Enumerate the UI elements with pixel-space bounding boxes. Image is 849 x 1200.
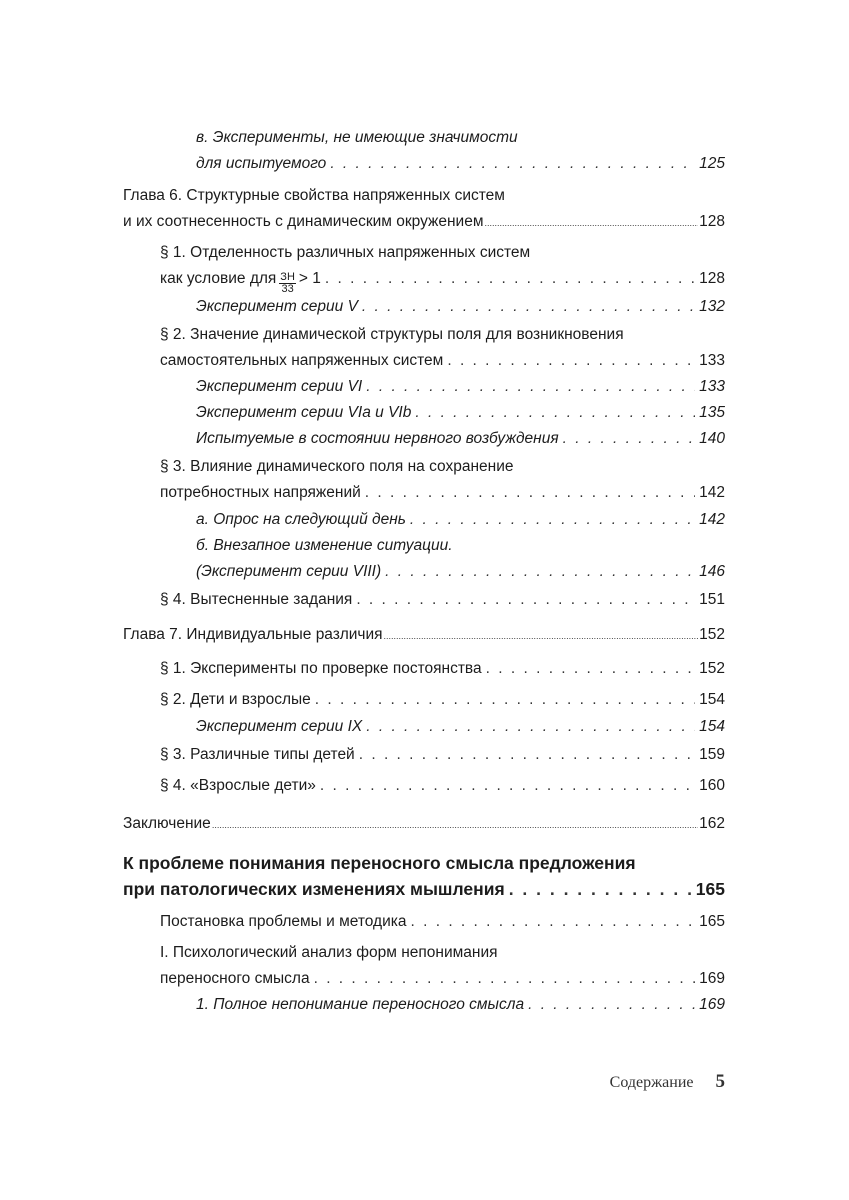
fraction-numerator: ЗН xyxy=(280,271,295,283)
dot-leader xyxy=(362,297,695,317)
dot-leader xyxy=(325,269,695,289)
toc-entry xyxy=(160,690,725,716)
page-number: 151 xyxy=(699,591,725,608)
entry-title-line: б. Внезапное изменение ситуации. xyxy=(196,537,453,554)
toc-entry xyxy=(160,590,725,616)
page-number: 140 xyxy=(699,430,725,447)
page-number: 160 xyxy=(699,777,725,794)
page-number-footer: 5 xyxy=(715,1071,725,1092)
toc-entry xyxy=(196,429,725,455)
toc-line xyxy=(123,625,725,651)
entry-title-line: а. Опрос на следующий день xyxy=(196,511,406,528)
entry-title-line: Постановка проблемы и методика xyxy=(160,913,407,930)
inequality: > 1 xyxy=(298,270,321,287)
toc-entry xyxy=(196,377,725,403)
toc-line xyxy=(196,536,725,562)
toc-entry xyxy=(196,995,725,1021)
toc-entry xyxy=(196,403,725,429)
toc-line xyxy=(196,562,725,588)
dot-leader xyxy=(365,483,695,503)
toc-line xyxy=(160,351,725,377)
toc-entry xyxy=(160,659,725,685)
dot-leader xyxy=(356,590,695,610)
fraction xyxy=(279,272,296,295)
toc-line xyxy=(123,853,725,879)
entry-title-line: § 4. «Взрослые дети» xyxy=(160,777,316,794)
fraction-denominator: 33 xyxy=(281,283,294,295)
toc-line xyxy=(196,717,725,743)
entry-title-line: § 1. Отделенность различных напряженных систем xyxy=(160,244,531,261)
toc-entry xyxy=(196,297,725,323)
dot-leader xyxy=(366,717,695,737)
page-number: 169 xyxy=(699,996,725,1013)
toc-line xyxy=(123,212,725,238)
toc-line xyxy=(123,186,725,212)
dot-leader xyxy=(410,510,695,530)
dot-leader xyxy=(330,154,695,174)
toc-line xyxy=(160,912,725,938)
dot-leader xyxy=(410,912,695,932)
page-number: 152 xyxy=(699,626,725,643)
toc-line xyxy=(160,457,725,483)
toc-line xyxy=(160,659,725,685)
toc-line xyxy=(160,269,725,295)
entry-title-line: потребностных напряжений xyxy=(160,484,361,501)
entry-title-line: переносного смысла xyxy=(160,970,310,987)
entry-title-line: § 2. Значение динамической структуры поля для возникновения xyxy=(160,326,624,343)
page-number: 146 xyxy=(699,563,725,580)
entry-title-line: 1. Полное непонимание переносного смысла xyxy=(196,996,525,1013)
toc-line xyxy=(160,943,725,969)
toc-line xyxy=(160,325,725,351)
entry-title-line: I. Психологический анализ форм непонимания xyxy=(160,944,498,961)
toc-line xyxy=(123,814,725,840)
page-number: 128 xyxy=(699,270,725,287)
dot-leader xyxy=(484,213,698,233)
dot-leader xyxy=(314,969,696,989)
toc-entry xyxy=(123,625,725,651)
toc-line xyxy=(196,377,725,403)
entry-title-line: К проблеме понимания переносного смысла предложения xyxy=(123,853,636,873)
page-number: 165 xyxy=(699,913,725,930)
toc-entry xyxy=(160,912,725,938)
page-number: 125 xyxy=(699,155,725,172)
entry-title-line: Глава 6. Структурные свойства напряженных систем xyxy=(123,187,505,204)
entry-title-line: Глава 7. Индивидуальные различия xyxy=(123,626,383,643)
toc-entry xyxy=(123,814,725,840)
toc-line xyxy=(196,128,725,154)
toc-line xyxy=(196,510,725,536)
page-number: 133 xyxy=(699,352,725,369)
toc-line xyxy=(196,995,725,1021)
entry-title-line: самостоятельных напряженных систем xyxy=(160,352,444,369)
entry-title-line: Эксперимент серии IX xyxy=(196,718,363,735)
toc-line xyxy=(196,297,725,323)
page-number: 159 xyxy=(699,746,725,763)
toc-line xyxy=(160,969,725,995)
entry-title-line: § 3. Влияние динамического поля на сохранение xyxy=(160,458,514,475)
toc-entry xyxy=(123,186,725,238)
dot-leader xyxy=(486,659,696,679)
page-number: 169 xyxy=(699,970,725,987)
toc-line xyxy=(160,745,725,771)
dot-leader xyxy=(315,690,695,710)
toc-entry xyxy=(196,510,725,536)
page-number: 142 xyxy=(699,484,725,501)
page-number: 152 xyxy=(699,660,725,677)
page-number: 154 xyxy=(699,691,725,708)
entry-title-line: § 4. Вытесненные задания xyxy=(160,591,353,608)
toc-entry xyxy=(160,325,725,377)
page-footer xyxy=(520,1071,725,1093)
page-number: 142 xyxy=(699,511,725,528)
toc-entry xyxy=(160,457,725,509)
toc-line xyxy=(196,154,725,180)
dot-leader xyxy=(385,562,695,582)
toc-line xyxy=(123,879,725,905)
toc-section-heading xyxy=(123,853,725,905)
entry-title-line: (Эксперимент серии VIII) xyxy=(196,563,382,580)
dot-leader xyxy=(447,351,695,371)
toc-line xyxy=(160,483,725,509)
entry-title-line: Испытуемые в состоянии нервного возбуждения xyxy=(196,430,559,447)
entry-title-line: Эксперимент серии V xyxy=(196,298,358,315)
dot-leader xyxy=(415,403,695,423)
page-number: 165 xyxy=(695,879,725,899)
entry-title-line: § 2. Дети и взрослые xyxy=(160,691,311,708)
page-number: 162 xyxy=(699,815,725,832)
page-number: 132 xyxy=(699,298,725,315)
entry-title-line: § 3. Различные типы детей xyxy=(160,746,355,763)
page-number: 135 xyxy=(699,404,725,421)
entry-title-line: и их соотнесенность с динамическим окружением xyxy=(123,213,484,230)
toc-line xyxy=(196,429,725,455)
toc-entry xyxy=(196,536,725,588)
dot-leader xyxy=(509,879,692,899)
dot-leader xyxy=(320,776,695,796)
toc-line xyxy=(160,590,725,616)
dot-leader xyxy=(384,626,699,646)
dot-leader xyxy=(528,995,695,1015)
toc-entry xyxy=(160,745,725,771)
toc-entry xyxy=(160,243,725,295)
entry-title-line: как условие для xyxy=(160,270,277,287)
page-number: 133 xyxy=(699,378,725,395)
dot-leader xyxy=(563,429,696,449)
entry-title-line: при патологических изменениях мышления xyxy=(123,879,505,899)
entry-title-line: § 1. Эксперименты по проверке постоянства xyxy=(160,660,482,677)
entry-title-line: Эксперимент серии VI xyxy=(196,378,363,395)
dot-leader xyxy=(366,377,695,397)
page-number: 154 xyxy=(699,718,725,735)
page-number: 128 xyxy=(699,213,725,230)
entry-title-line: для испытуемого xyxy=(196,155,327,172)
dot-leader xyxy=(359,745,695,765)
toc-line xyxy=(160,690,725,716)
dot-leader xyxy=(212,815,698,835)
toc-line xyxy=(160,243,725,269)
toc-line xyxy=(196,403,725,429)
entry-title-line: Эксперимент серии VIa и VIb xyxy=(196,404,412,421)
running-footer-title: Содержание xyxy=(609,1074,694,1091)
toc-line xyxy=(160,776,725,802)
toc-entry xyxy=(160,943,725,995)
entry-title-line: Заключение xyxy=(123,815,211,832)
entry-title-line: в. Эксперименты, не имеющие значимости xyxy=(196,129,518,146)
toc-entry xyxy=(196,128,725,180)
toc-entry xyxy=(196,717,725,743)
toc-entry xyxy=(160,776,725,802)
